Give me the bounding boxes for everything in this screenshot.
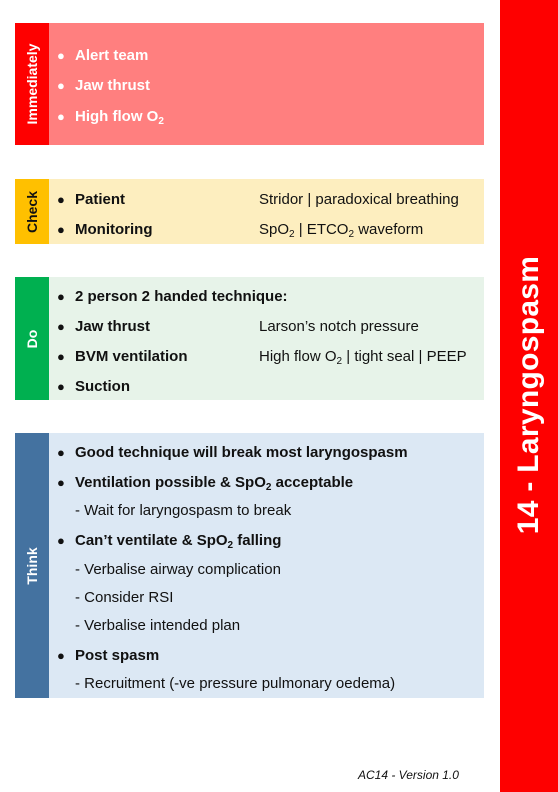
sub-item-text: - Consider RSI	[75, 589, 174, 606]
bullet-icon: ●	[57, 379, 65, 394]
item-label: Patient	[75, 191, 126, 208]
sub-item	[49, 615, 484, 637]
tab-label-immediately: Immediately	[24, 43, 40, 125]
sub-item-text: - Recruitment (-ve pressure pulmonary oedema)	[75, 675, 396, 692]
list-item	[49, 45, 484, 67]
item-label: Ventilation possible & SpO$_2$ acceptable	[75, 474, 354, 493]
sub-item-text: - Verbalise intended plan	[75, 617, 241, 634]
item-label: Can’t ventilate & SpO$_2$ falling	[75, 532, 282, 551]
tab-label-check: Check	[24, 190, 40, 233]
bullet-icon: ●	[57, 349, 65, 364]
sub-item	[49, 500, 484, 522]
bullet-icon: ●	[57, 48, 65, 63]
bullet-icon: ●	[57, 78, 65, 93]
bullet-icon: ●	[57, 222, 65, 237]
side-title-bar	[500, 0, 558, 792]
bullet-icon: ●	[57, 648, 65, 663]
item-detail: Stridor | paradoxical breathing	[259, 191, 459, 208]
list-item	[49, 645, 484, 667]
list-item	[49, 286, 484, 308]
section-immediately	[15, 23, 484, 145]
version-footer: AC14 - Version 1.0	[358, 768, 459, 782]
section-think	[15, 433, 484, 698]
bullet-icon: ●	[57, 475, 65, 490]
item-label: 2 person 2 handed technique:	[75, 288, 288, 305]
list-item	[49, 376, 484, 398]
item-detail: High flow $O_2$ | tight seal | PEEP	[259, 348, 467, 367]
list-item	[49, 106, 484, 128]
section-check	[15, 179, 484, 244]
bullet-icon: ●	[57, 533, 65, 548]
list-item	[49, 442, 484, 464]
item-label: Jaw thrust	[75, 318, 151, 335]
item-label: Suction	[75, 378, 130, 395]
section-do	[15, 277, 484, 400]
item-label: Monitoring	[75, 221, 153, 238]
tab-immediately	[15, 23, 49, 145]
item-label: High flow $O_2$	[75, 108, 164, 127]
tab-think	[15, 433, 49, 698]
bullet-icon: ●	[57, 445, 65, 460]
bullet-icon: ●	[57, 192, 65, 207]
sub-item	[49, 673, 484, 695]
sub-item	[49, 587, 484, 609]
tab-check	[15, 179, 49, 244]
item-label: Good technique will break most laryngospasm	[75, 444, 408, 461]
list-item	[49, 346, 484, 368]
item-detail: SpO$_2$ | $ETCO_2$ waveform	[259, 221, 424, 240]
sub-item-text: - Verbalise airway complication	[75, 561, 281, 578]
sub-item	[49, 559, 484, 581]
bullet-icon: ●	[57, 319, 65, 334]
sub-item-text: - Wait for laryngospasm to break	[75, 502, 292, 519]
bullet-icon: ●	[57, 109, 65, 124]
list-item	[49, 530, 484, 552]
card-title: 14 - Laryngospasm	[512, 255, 545, 535]
item-label: Jaw thrust	[75, 77, 151, 94]
item-label: Post spasm	[75, 647, 160, 664]
list-item	[49, 189, 484, 211]
list-item	[49, 316, 484, 338]
item-label: BVM ventilation	[75, 348, 188, 365]
tab-label-do: Do	[24, 329, 40, 348]
tab-do	[15, 277, 49, 400]
list-item	[49, 219, 484, 241]
list-item	[49, 75, 484, 97]
tab-label-think: Think	[24, 546, 40, 585]
bullet-icon: ●	[57, 289, 65, 304]
item-label: Alert team	[75, 47, 149, 64]
list-item	[49, 472, 484, 494]
item-detail: Larson’s notch pressure	[259, 318, 419, 335]
